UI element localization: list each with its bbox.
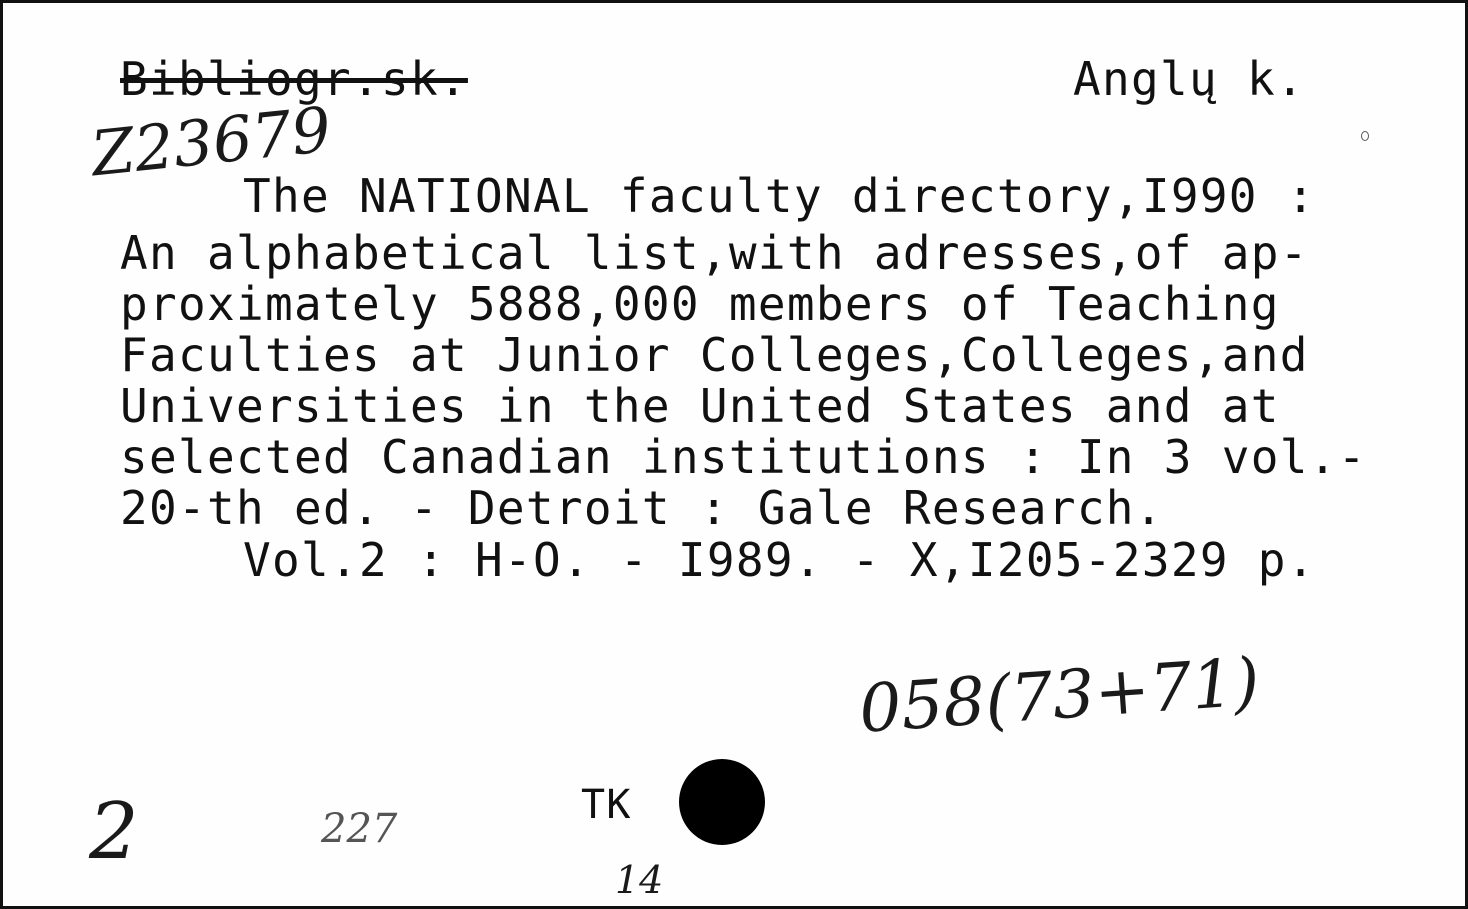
handwritten-copy-number: 2 — [89, 787, 139, 877]
body-line-1: The NATIONAL faculty directory,I990 : — [243, 169, 1316, 223]
punched-hole — [679, 759, 765, 845]
body-line-7: 20-th ed. - Detroit : Gale Research. — [120, 481, 1164, 535]
speck-mark — [1361, 131, 1369, 141]
body-line-4: Faculties at Junior Colleges,Colleges,and — [120, 328, 1309, 382]
language-label: Anglų k. — [1073, 52, 1305, 106]
handwritten-bottom-number: 14 — [615, 858, 664, 902]
struck-bibliography-label: Bibliogr.sk. — [120, 52, 468, 106]
body-line-8: Vol.2 : H-O. - I989. - X,I205-2329 p. — [243, 533, 1316, 587]
faint-handwritten-number: 227 — [321, 806, 398, 852]
body-line-6: selected Canadian institutions : In 3 vol.- — [120, 430, 1367, 484]
tk-label: TK — [581, 782, 632, 828]
body-line-5: Universities in the United States and at — [120, 379, 1280, 433]
handwritten-call-number: Z23679 — [87, 92, 335, 191]
body-line-2: An alphabetical list,with adresses,of ap- — [120, 226, 1309, 280]
handwritten-classification: 058(73+71) — [856, 643, 1262, 748]
body-line-3: proximately 5888,000 members of Teaching — [120, 277, 1280, 331]
